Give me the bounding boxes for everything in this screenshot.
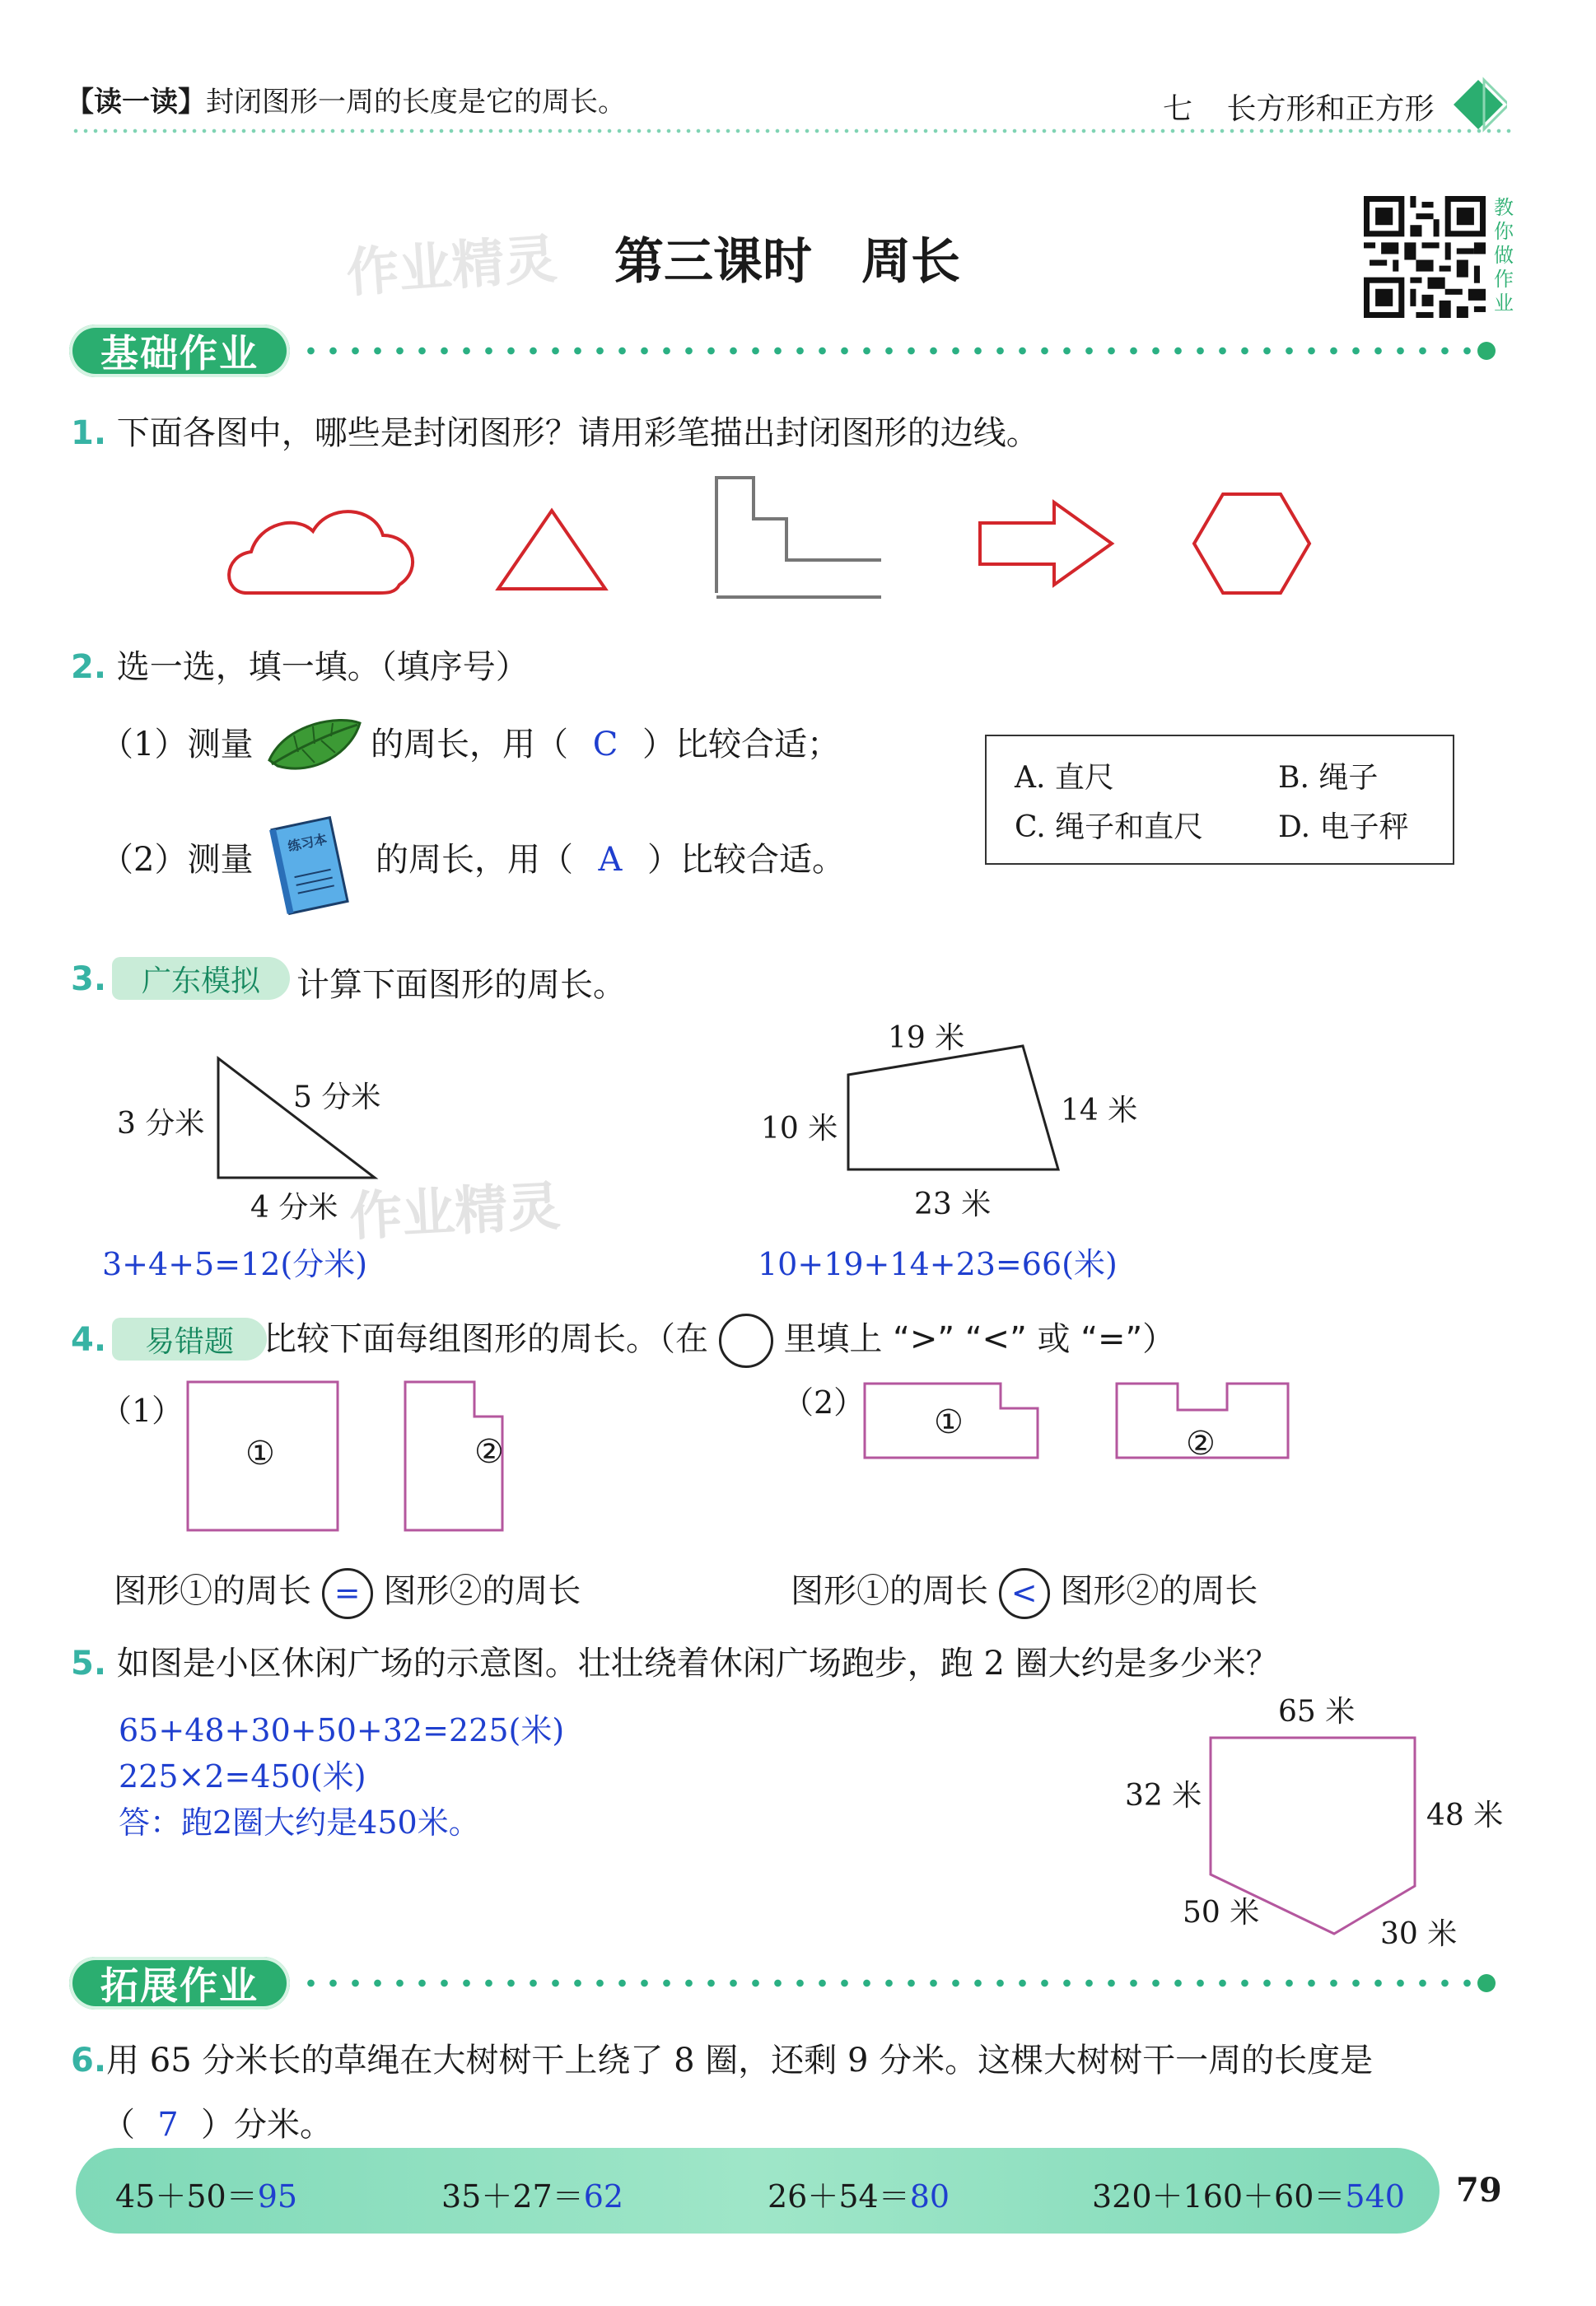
- q1-number: 1.: [71, 414, 107, 452]
- quad-label-bottom: 23 米: [914, 1188, 992, 1221]
- q2-item2-rest: [376, 833, 845, 880]
- q5-work-2[interactable]: 225×2=450(米): [119, 1758, 366, 1795]
- tri-label-hyp: 5 分米: [293, 1081, 381, 1114]
- q4-number: 4.: [71, 1321, 107, 1359]
- q4-compare-1: [114, 1565, 581, 1619]
- watermark-mid: 作业精灵: [348, 1176, 562, 1249]
- q4-text-a: 比较下面每组图形的周长。（在: [264, 1320, 708, 1358]
- header-dotted-rule: [71, 128, 1515, 133]
- cmp2-left: 图形①的周长: [791, 1572, 988, 1610]
- option-b: B. 绳子: [1278, 761, 1379, 795]
- math-expr-4: 320＋160＋60＝: [1092, 2178, 1346, 2215]
- g1-shape2-label: ②: [474, 1433, 504, 1471]
- q5-text: 如图是小区休闲广场的示意图。壮壮绕着休闲广场跑步，跑 2 圈大约是多少米？: [116, 1645, 1279, 1683]
- q2-item1: [100, 718, 253, 765]
- q6-open-paren: （: [102, 2106, 135, 2144]
- cmp1-left: 图形①的周长: [114, 1572, 311, 1610]
- cmp2-right: 图形②的周长: [1060, 1572, 1258, 1610]
- quad-label-left: 10 米: [761, 1112, 838, 1146]
- tri-label-left: 3 分米: [117, 1107, 205, 1141]
- chapter-title: 长方形和正方形: [1226, 92, 1435, 126]
- q2-item2: [100, 833, 253, 880]
- q4-text-b: 里填上 “>” “<” 或 “=”）: [783, 1320, 1176, 1358]
- q4-compare-2: [791, 1565, 1258, 1619]
- tip-text: 封闭图形一周的长度是它的周长。: [206, 86, 626, 119]
- plaza-label-bottom-left: 50 米: [1183, 1896, 1260, 1930]
- math-item-4: [1092, 2171, 1405, 2216]
- q6-answer-line: [102, 2098, 333, 2145]
- q6-text: 用 65 分米长的草绳在大树树干上绕了 8 圈，还剩 9 分米。这棵大树树干一周的长度是: [106, 2042, 1374, 2080]
- chapter-number: 七: [1163, 92, 1193, 126]
- q3-tag: 广东模拟: [112, 957, 290, 1000]
- leaf-icon: [265, 715, 364, 781]
- open-step-shape: [716, 478, 881, 597]
- q2-item1-mid: 的周长，用（: [371, 726, 568, 763]
- hexagon-shape: [1194, 494, 1309, 593]
- math-item-2: [441, 2171, 623, 2216]
- math-expr-1: 45＋50＝: [115, 2178, 258, 2215]
- q3-quad: [840, 1038, 1087, 1178]
- q5-prompt: [71, 1637, 1279, 1684]
- section-basic-dotted-line: [300, 345, 1477, 357]
- cmp1-right: 图形②的周长: [383, 1572, 581, 1610]
- q2-prompt: [71, 641, 529, 688]
- plaza-label-bottom-right: 30 米: [1380, 1917, 1458, 1951]
- option-c: C. 绳子和直尺: [1015, 810, 1204, 844]
- section-extended-end-dot: [1477, 1974, 1496, 1992]
- q6-answer[interactable]: 7: [157, 2106, 179, 2144]
- plaza-label-left: 32 米: [1125, 1779, 1202, 1813]
- math-ans-3[interactable]: 80: [909, 2178, 950, 2215]
- cloud-shape: [229, 511, 413, 593]
- quad-label-top: 19 米: [888, 1021, 965, 1055]
- section-end-dot: [1477, 342, 1496, 360]
- q4-group1-shapes: [184, 1377, 572, 1538]
- q2-item1-prefix: （1）测量: [100, 726, 254, 763]
- header-tip: [66, 79, 626, 119]
- option-a: A. 直尺: [1015, 761, 1114, 795]
- section-extended-dotted-line: [300, 1977, 1477, 1989]
- q2-item1-suffix: ）比较合适；: [642, 726, 840, 763]
- plaza-label-right: 48 米: [1426, 1799, 1504, 1832]
- section-extended: 拓展作业: [69, 1957, 290, 2010]
- cmp2-answer[interactable]: <: [999, 1568, 1050, 1619]
- plaza-label-top: 65 米: [1278, 1695, 1356, 1729]
- q2-item1-rest: [371, 718, 840, 765]
- q1-prompt: [71, 407, 1039, 454]
- q2-item2-prefix: （2）测量: [100, 841, 254, 879]
- q5-work-1[interactable]: 65+48+30+50+32=225(米): [119, 1712, 565, 1748]
- qr-code[interactable]: [1364, 196, 1486, 318]
- q2-item1-answer[interactable]: C: [592, 726, 618, 763]
- q6-number: 6.: [71, 2042, 107, 2080]
- q6-prompt: [71, 2034, 1373, 2081]
- math-expr-3: 26＋54＝: [768, 2178, 910, 2215]
- q2-number: 2.: [71, 648, 107, 686]
- q2-item2-mid: 的周长，用（: [376, 841, 573, 879]
- q5-number: 5.: [71, 1645, 107, 1683]
- q4-tag: 易错题: [112, 1318, 267, 1361]
- quad-label-right: 14 米: [1061, 1094, 1138, 1127]
- math-ans-1[interactable]: 95: [257, 2178, 298, 2215]
- q6-close-paren: ）分米。: [201, 2106, 333, 2144]
- arrow-shape: [980, 502, 1112, 585]
- q2-item2-suffix: ）比较合适。: [647, 841, 845, 879]
- math-item-3: [768, 2171, 950, 2216]
- qr-side-text: 教你做作业: [1494, 196, 1514, 315]
- g2-shape1-label: ①: [934, 1403, 964, 1441]
- q4-group2-shapes: [856, 1375, 1301, 1466]
- option-d: D. 电子秤: [1278, 810, 1409, 844]
- math-ans-4[interactable]: 540: [1345, 2178, 1405, 2215]
- q3-text: 计算下面图形的周长。: [296, 966, 626, 1004]
- quad-answer[interactable]: 10+19+14+23=66(米): [758, 1246, 1118, 1282]
- math-item-1: [115, 2171, 297, 2216]
- tri-answer[interactable]: 3+4+5=12(分米): [102, 1246, 368, 1282]
- g1-shape1-label: ①: [245, 1435, 275, 1473]
- q2-text: 选一选，填一填。（填序号）: [116, 648, 529, 686]
- notebook-label: 练习本: [286, 831, 329, 855]
- tip-label: 【读一读】: [66, 86, 206, 119]
- triangle-shape: [498, 511, 605, 589]
- compare-circle-icon: [719, 1314, 773, 1368]
- q1-text: 下面各图中，哪些是封闭图形？请用彩笔描出封闭图形的边线。: [116, 414, 1039, 452]
- q4-text: [264, 1313, 1175, 1368]
- notebook-icon: [268, 815, 359, 922]
- q5-work-3[interactable]: 答：跑2圈大约是450米。: [119, 1804, 480, 1841]
- page-number: 79: [1456, 2171, 1502, 2210]
- q2-item2-answer[interactable]: A: [598, 841, 623, 879]
- g2-shape2-label: ②: [1186, 1425, 1216, 1463]
- q2-options-box: [985, 735, 1454, 865]
- lesson-title: 第三课时 周长: [614, 233, 960, 291]
- math-ans-2[interactable]: 62: [583, 2178, 624, 2215]
- cmp1-answer[interactable]: =: [322, 1568, 373, 1619]
- section-basic: 基础作业: [69, 324, 290, 377]
- math-expr-2: 35＋27＝: [441, 2178, 584, 2215]
- q3-number: 3.: [71, 960, 107, 998]
- q1-shapes: [222, 469, 1375, 609]
- diamond-icon: [1449, 76, 1507, 133]
- q4-group1-label: （1）: [100, 1393, 184, 1429]
- chapter-heading: [1163, 86, 1434, 128]
- q4-group2-label: （2）: [782, 1384, 866, 1421]
- tri-label-bottom: 4 分米: [250, 1191, 338, 1225]
- watermark-top: 作业精灵: [344, 229, 559, 305]
